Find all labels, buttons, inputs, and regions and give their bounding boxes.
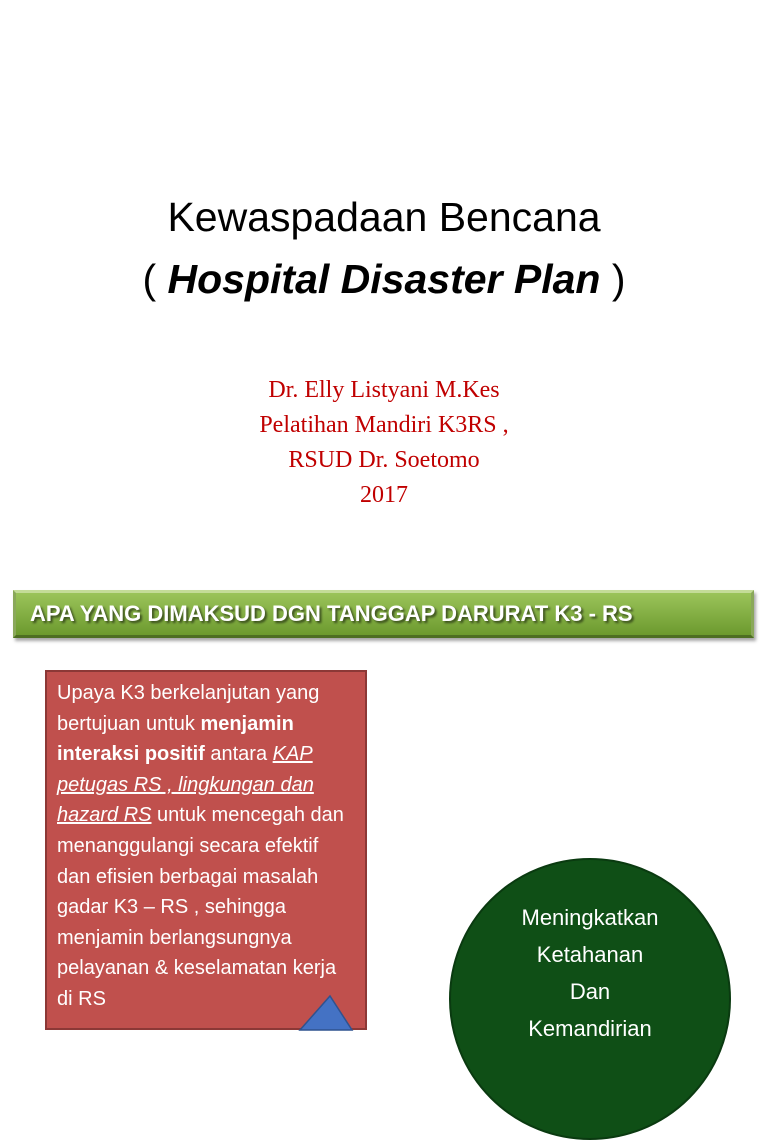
- goal-circle: [449, 858, 731, 1140]
- title-line-1: Kewaspadaan Bencana: [167, 194, 601, 240]
- definition-bold: menjamin interaksi positif: [57, 712, 294, 766]
- circle-line-4: Kemandirian: [528, 1016, 652, 1041]
- title-paren-open: (: [142, 256, 168, 302]
- definition-text-3: untuk mencegah dan menanggulangi secara efektif dan efisien berbagai masalah gadar K3 – RS , sehingga menjamin berlangsungnya pelayanan & keselamatan kerja di RS: [57, 804, 344, 1010]
- year: 2017: [360, 482, 408, 508]
- title-paren-close: ): [600, 256, 626, 302]
- definition-text-1: Upaya K3 berkelanjutan yang bertujuan untuk: [57, 682, 320, 735]
- definition-box: [45, 670, 367, 1030]
- definition-underlined: KAP petugas RS , lingkungan dan hazard RS: [57, 743, 314, 827]
- definition-text-2: antara: [204, 743, 273, 766]
- circle-line-1: Meningkatkan: [521, 905, 659, 930]
- goal-circle-text: [451, 899, 729, 1047]
- author-name: Dr. Elly Listyani M.Kes: [268, 377, 500, 403]
- circle-line-3: Dan: [569, 979, 611, 1004]
- arrow-head-icon: [300, 996, 352, 1030]
- title-italic: Hospital Disaster Plan: [167, 256, 601, 302]
- slide-2: [0, 570, 768, 1041]
- institution-name: RSUD Dr. Soetomo: [288, 447, 480, 473]
- title-line-2: [0, 248, 768, 310]
- arrow-shape: [296, 990, 366, 1030]
- slide-title: [0, 186, 768, 310]
- section-banner: APA YANG DIMAKSUD DGN TANGGAP DARURAT K3 - RS: [13, 590, 754, 638]
- event-name: Pelatihan Mandiri K3RS ,: [259, 412, 509, 438]
- circle-line-2: Ketahanan: [536, 942, 644, 967]
- slide-subtitle: [0, 373, 768, 513]
